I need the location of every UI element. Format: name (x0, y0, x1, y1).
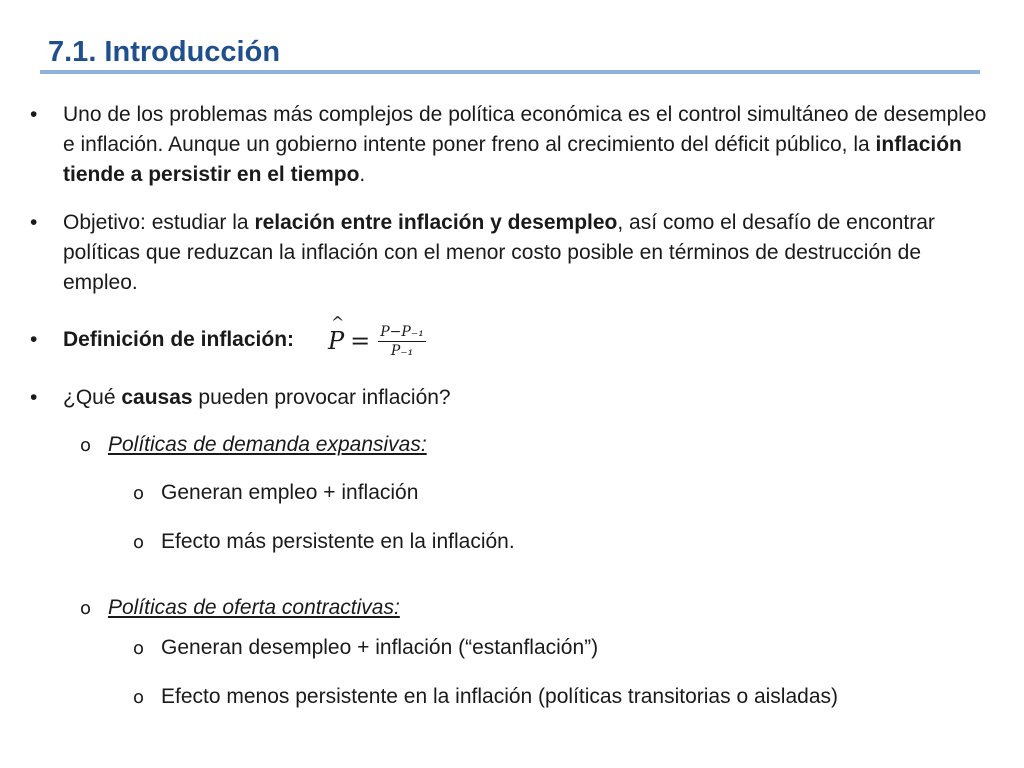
sub-bullet-icon: o (80, 435, 92, 456)
formula-equals: = (350, 327, 371, 355)
bullet-1-text-1: Uno de los problemas más complejos de política económica es el control simultáneo de desempleo e inflación. Aunque un gobierno intente poner freno al crecimiento del déficit público, la (63, 103, 987, 156)
formula-numerator: P−P₋₁ (380, 323, 424, 340)
sub-bullet-icon: o (133, 532, 145, 553)
formula-fraction (378, 323, 426, 360)
sub-bullet-icon: o (133, 638, 145, 659)
formula-denominator: P₋₁ (390, 342, 414, 359)
cause-demand-item-1 (133, 478, 418, 509)
bullet-paragraph-1 (63, 100, 993, 190)
bullet-2-bold: relación entre inflación y desempleo (254, 211, 618, 234)
formula-lhs: P ^ (328, 313, 345, 355)
bullet-dot-icon: • (30, 103, 38, 126)
bullet-dot-icon: • (30, 211, 38, 234)
list-item: Generan desempleo + inflación (“estanflación”) (161, 636, 599, 659)
cause-demand-item-2 (133, 527, 515, 558)
cause-demand-label: Políticas de demanda expansivas: (108, 433, 427, 456)
bullet-1-bold: inflación tiende a persistir en el tiempo (63, 133, 962, 186)
bullet-paragraph-3 (63, 313, 993, 355)
bullet-2-text-1: Objetivo: estudiar la (63, 211, 255, 234)
bullet-dot-icon: • (30, 328, 38, 351)
cause-supply-item-2 (133, 682, 838, 713)
slide-title: 7.1. Introducción (48, 36, 281, 68)
sub-bullet-icon: o (80, 598, 92, 619)
bullet-4-bold: causas (121, 386, 193, 409)
cause-demand (80, 430, 427, 461)
bullet-dot-icon: • (30, 386, 38, 409)
list-item: Generan empleo + inflación (161, 481, 419, 504)
inflation-formula (328, 313, 426, 366)
bullet-2-text-2: , así como el desafío de encontrar políticas que reduzcan la inflación con el menor costo posible en términos de destrucción de empleo. (63, 211, 935, 294)
bullet-paragraph-4 (63, 383, 993, 413)
cause-supply (80, 593, 400, 624)
inflation-definition-label: Definición de inflación: (63, 328, 295, 351)
bullet-4-text-1: ¿Qué (63, 386, 122, 409)
bullet-1-text-2: . (359, 163, 366, 186)
title-underline (40, 70, 980, 74)
sub-bullet-icon: o (133, 687, 145, 708)
bullet-paragraph-2 (63, 208, 993, 298)
list-item: Efecto más persistente en la inflación. (161, 530, 515, 553)
cause-supply-label: Políticas de oferta contractivas: (108, 596, 400, 619)
cause-supply-item-1 (133, 633, 598, 664)
sub-bullet-icon: o (133, 483, 145, 504)
formula-hat: ^ (331, 313, 345, 332)
bullet-4-text-2: pueden provocar inflación? (192, 386, 451, 409)
list-item: Efecto menos persistente en la inflación (políticas transitorias o aisladas) (161, 685, 839, 708)
